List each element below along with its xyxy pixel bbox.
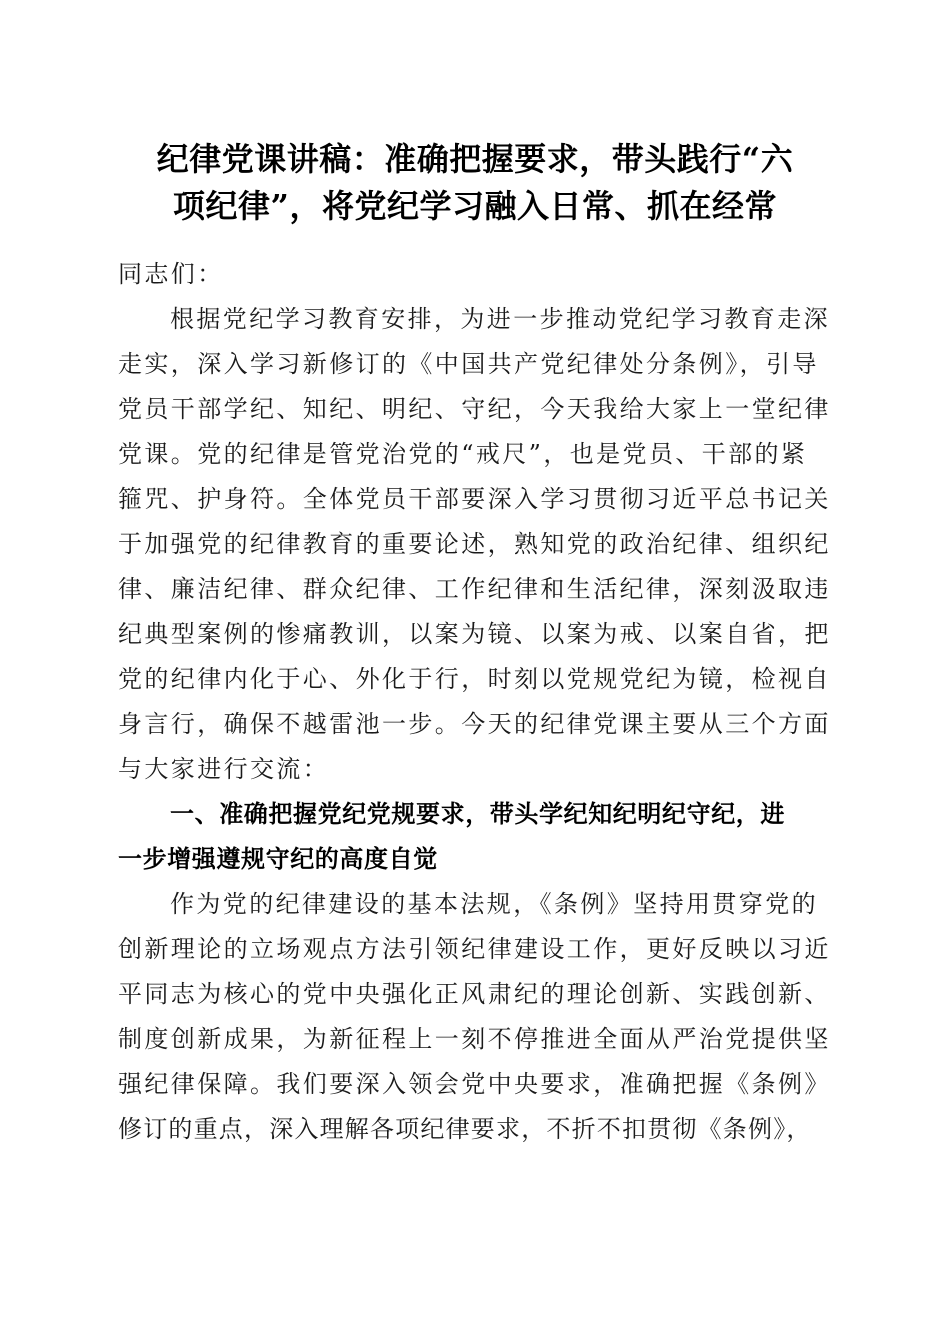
paragraph-line: 制度创新成果，为新征程上一刻不停推进全面从严治党提供坚 bbox=[118, 1025, 831, 1053]
paragraph-line: 强纪律保障。我们要深入领会党中央要求，准确把握《条例》 bbox=[118, 1070, 831, 1098]
paragraph-line: 党员干部学纪、知纪、明纪、守纪，今天我给大家上一堂纪律 bbox=[118, 395, 831, 423]
title-line: 项纪律”，将党纪学习融入日常、抓在经常 bbox=[173, 187, 777, 225]
salutation: 同志们： bbox=[118, 260, 224, 288]
document-body bbox=[118, 252, 834, 1152]
document-title bbox=[100, 136, 850, 230]
paragraph-line: 箍咒、护身符。全体党员干部要深入学习贯彻习近平总书记关 bbox=[118, 485, 831, 513]
paragraph-line: 走实，深入学习新修订的《中国共产党纪律处分条例》，引导 bbox=[118, 350, 819, 378]
paragraph-line: 纪典型案例的惨痛教训，以案为镜、以案为戒、以案自省，把 bbox=[118, 620, 831, 648]
section-heading-line: 一、准确把握党纪党规要求，带头学纪知纪明纪守纪，进 bbox=[170, 800, 785, 828]
section-heading-line: 一步增强遵规守纪的高度自觉 bbox=[118, 845, 438, 873]
paragraph-line: 党的纪律内化于心、外化于行，时刻以党规党纪为镜，检视自 bbox=[118, 665, 831, 693]
paragraph-line: 身言行，确保不越雷池一步。今天的纪律党课主要从三个方面 bbox=[118, 710, 831, 738]
title-line: 纪律党课讲稿：准确把握要求，带头践行“六 bbox=[156, 140, 794, 178]
paragraph-line: 平同志为核心的党中央强化正风肃纪的理论创新、实践创新、 bbox=[118, 980, 831, 1008]
paragraph-line: 律、廉洁纪律、群众纪律、工作纪律和生活纪律，深刻汲取违 bbox=[118, 575, 831, 603]
paragraph-line: 于加强党的纪律教育的重要论述，熟知党的政治纪律、组织纪 bbox=[118, 530, 831, 558]
paragraph-line: 修订的重点，深入理解各项纪律要求，不折不扣贯彻《条例》， bbox=[118, 1115, 812, 1143]
paragraph-line: 作为党的纪律建设的基本法规，《条例》坚持用贯穿党的 bbox=[170, 890, 818, 918]
paragraph-line: 党课。党的纪律是管党治党的“戒尺”，也是党员、干部的紧 bbox=[118, 440, 808, 468]
paragraph-line: 创新理论的立场观点方法引领纪律建设工作，更好反映以习近 bbox=[118, 935, 831, 963]
paragraph-line: 与大家进行交流： bbox=[118, 755, 330, 783]
paragraph-line: 根据党纪学习教育安排，为进一步推动党纪学习教育走深 bbox=[170, 305, 830, 333]
